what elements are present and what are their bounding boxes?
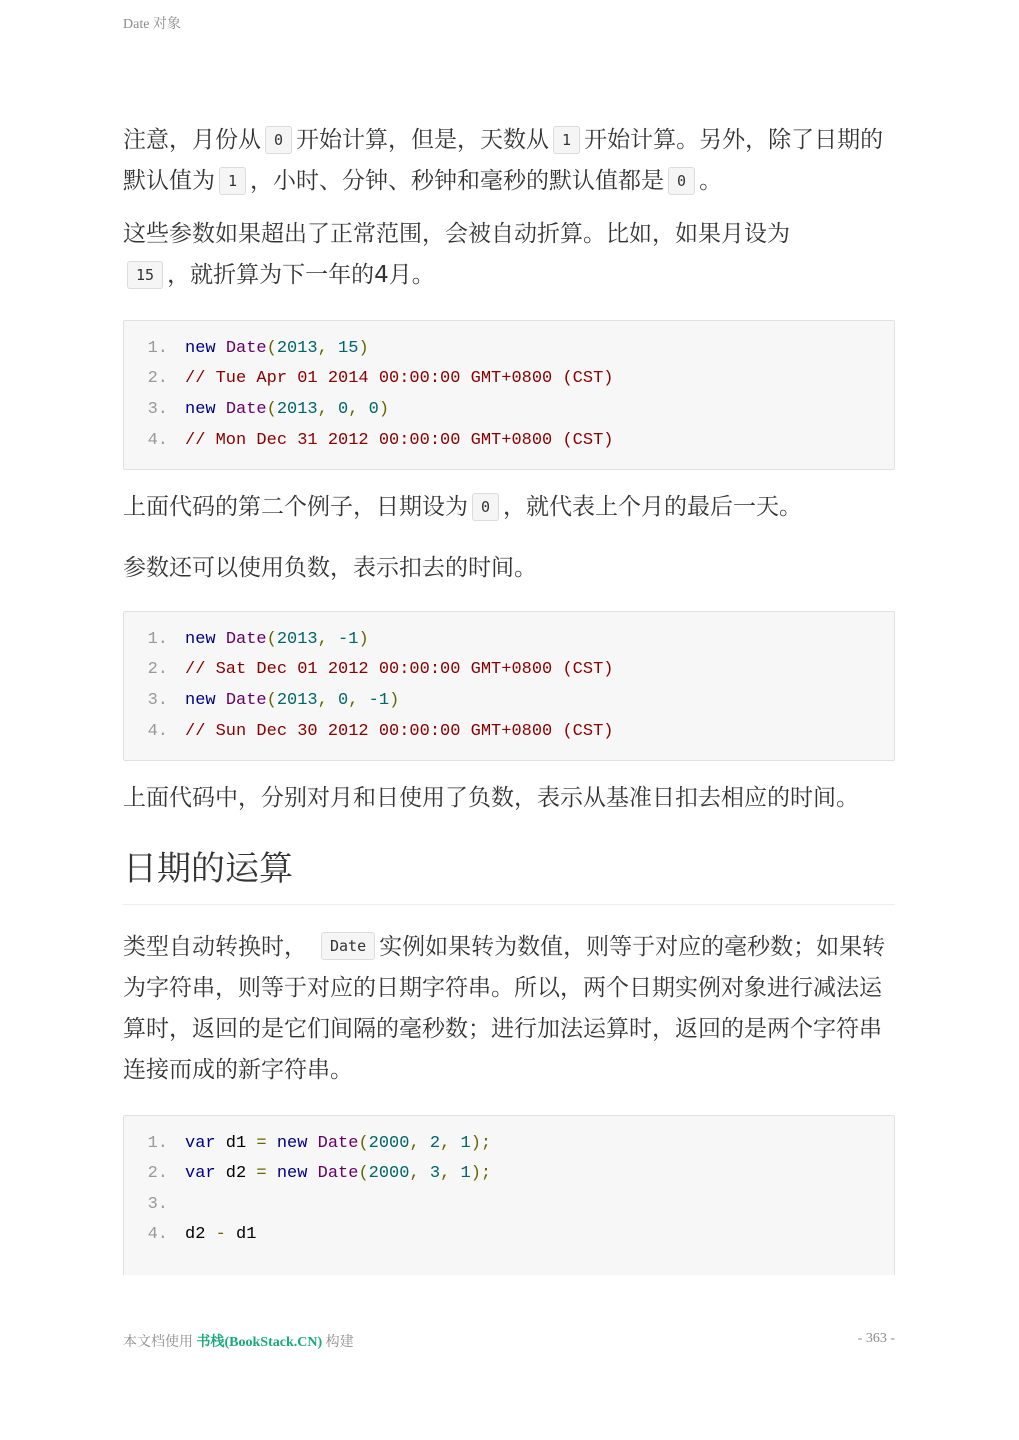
code-token: var — [185, 1133, 216, 1153]
code-line — [124, 685, 894, 716]
code-token: -1 — [338, 629, 359, 649]
code-comment: // Sun Dec 30 2012 00:00:00 GMT+0800 (CST) — [185, 721, 614, 741]
code-line — [124, 624, 894, 655]
line-number: 2. — [147, 369, 168, 389]
inline-code: 15 — [127, 261, 163, 289]
code-comment: // Tue Apr 01 2014 00:00:00 GMT+0800 (CST) — [185, 369, 614, 389]
text: ，小时、分钟、秒钟和毫秒的默认值都是 — [250, 168, 665, 194]
code-token: d1 — [215, 1133, 257, 1153]
code-block-1 — [123, 320, 895, 470]
code-token: Date — [225, 399, 267, 419]
paragraph-month-day-defaults — [123, 120, 895, 202]
bookstack-link[interactable]: 书栈(BookStack.CN) — [196, 1335, 323, 1350]
code-token: Date — [225, 338, 267, 358]
text: 上面代码的第二个例子，日期设为 — [123, 494, 468, 520]
code-token: new — [185, 690, 216, 710]
inline-code: 0 — [668, 167, 695, 195]
paragraph-second-example — [123, 487, 895, 528]
footer-text: 构建 — [322, 1335, 354, 1350]
code-block-3 — [123, 1115, 895, 1275]
code-token: ) — [358, 338, 369, 358]
line-number: 3. — [147, 399, 168, 419]
line-number: 1. — [147, 1133, 168, 1153]
code-token: 3 — [429, 1164, 441, 1184]
code-token: Date — [225, 690, 267, 710]
code-line — [124, 333, 894, 364]
code-token: ); — [470, 1133, 492, 1153]
text: ，就代表上个月的最后一天。 — [503, 494, 803, 520]
code-token: 0 — [338, 690, 349, 710]
inline-code: 1 — [553, 126, 580, 154]
text: 实例如果转为数值，则等于对应的毫秒数；如果转为字符串，则等于对应的日期字符串。所以，两个日期实例对象进行减法运算时，返回的是它们间隔的毫秒数；进行加法运算时，返回的是两个字符串连接而成的新字符串。 — [123, 933, 886, 1083]
code-block-2 — [123, 611, 895, 761]
footer-text: 本文档使用 — [123, 1335, 197, 1350]
code-token: , — [317, 690, 339, 710]
text: 参数还可以使用负数，表示扣去的时间。 — [123, 555, 537, 581]
code-token: d1 — [225, 1225, 257, 1245]
code-line — [124, 364, 894, 395]
code-token: = — [256, 1133, 267, 1153]
code-line — [124, 394, 894, 425]
code-line — [124, 655, 894, 686]
code-token: d2 — [185, 1225, 216, 1245]
text: ，就折算为下一年的4月。 — [167, 262, 435, 288]
code-token: , — [440, 1164, 461, 1184]
code-token: -1 — [368, 690, 390, 710]
line-number: 2. — [147, 1164, 168, 1184]
code-token: 2013 — [276, 338, 318, 358]
inline-code: 0 — [472, 493, 499, 521]
line-number: 4. — [147, 430, 168, 450]
code-token — [267, 1134, 277, 1153]
code-token: , — [317, 399, 339, 419]
code-token: 1 — [460, 1164, 471, 1184]
code-token: , — [409, 1164, 430, 1184]
code-token: 0 — [338, 399, 349, 419]
code-token: 1 — [460, 1133, 471, 1153]
code-token: 15 — [338, 338, 359, 358]
line-number: 2. — [147, 660, 168, 680]
line-number: 1. — [147, 629, 168, 649]
text: 。 — [699, 168, 723, 194]
code-comment: // Mon Dec 31 2012 00:00:00 GMT+0800 (CST) — [185, 430, 614, 450]
paragraph-overflow — [123, 214, 823, 296]
code-token: ( — [266, 338, 277, 358]
code-token: 0 — [368, 399, 379, 419]
paragraph-negative-explain — [123, 778, 883, 819]
code-token: Date — [317, 1164, 359, 1184]
inline-code: Date — [321, 932, 375, 960]
inline-code: 1 — [219, 167, 246, 195]
code-token — [267, 1164, 277, 1183]
code-token: new — [185, 629, 216, 649]
code-token: 2 — [429, 1133, 441, 1153]
code-token: , — [440, 1133, 461, 1153]
code-token: new — [185, 338, 216, 358]
code-line — [124, 1220, 894, 1251]
code-token: 2000 — [368, 1133, 410, 1153]
code-token: , — [348, 690, 369, 710]
page-content — [123, 120, 895, 1275]
footer-credit — [123, 1331, 354, 1351]
code-comment: // Sat Dec 01 2012 00:00:00 GMT+0800 (CST) — [185, 660, 614, 680]
text: 这些参数如果超出了正常范围，会被自动折算。比如，如果月设为 — [123, 221, 790, 247]
code-token: 2013 — [276, 629, 318, 649]
line-number: 3. — [147, 690, 168, 710]
text: 开始计算。另外，除了日期的默认值为 — [123, 127, 884, 194]
code-token: ( — [266, 629, 277, 649]
code-token: ( — [358, 1133, 369, 1153]
text: 注意，月份从 — [123, 127, 261, 153]
code-token: new — [276, 1164, 308, 1184]
code-token: Date — [317, 1133, 359, 1153]
code-token: d2 — [215, 1164, 257, 1184]
code-line — [124, 1128, 894, 1159]
code-token: 2013 — [276, 690, 318, 710]
code-token: ) — [358, 629, 369, 649]
section-heading: 日期的运算 — [123, 849, 895, 905]
line-number: 1. — [147, 338, 168, 358]
code-line — [124, 1158, 894, 1189]
line-number: 4. — [147, 1225, 168, 1245]
code-token: ( — [266, 690, 277, 710]
code-token: , — [409, 1133, 430, 1153]
code-token: - — [215, 1225, 226, 1245]
code-line — [124, 716, 894, 747]
code-token: ); — [470, 1164, 492, 1184]
code-token: , — [348, 399, 369, 419]
paragraph-negative — [123, 548, 895, 589]
paragraph-date-arithmetic — [123, 927, 895, 1091]
code-token: ) — [389, 690, 400, 710]
code-token: ( — [358, 1164, 369, 1184]
running-header: Date 对象 — [123, 17, 181, 32]
code-token: 2013 — [276, 399, 318, 419]
code-token: 2000 — [368, 1164, 410, 1184]
code-token: , — [317, 629, 339, 649]
code-token: ( — [266, 399, 277, 419]
code-token: var — [185, 1164, 216, 1184]
text: 开始计算，但是，天数从 — [296, 127, 550, 153]
code-token: new — [185, 399, 216, 419]
code-token: new — [276, 1133, 308, 1153]
page-number: - 363 - — [857, 1331, 895, 1346]
inline-code: 0 — [265, 126, 292, 154]
line-number: 3. — [147, 1194, 168, 1214]
text: 类型自动转换时， — [123, 933, 307, 960]
code-line — [124, 1189, 894, 1220]
code-token: ) — [378, 399, 390, 419]
code-token: = — [256, 1164, 267, 1184]
text: 上面代码中，分别对月和日使用了负数，表示从基准日扣去相应的时间。 — [123, 785, 859, 811]
code-line — [124, 425, 894, 456]
code-token: Date — [225, 629, 267, 649]
code-token: , — [317, 338, 339, 358]
line-number: 4. — [147, 721, 168, 741]
